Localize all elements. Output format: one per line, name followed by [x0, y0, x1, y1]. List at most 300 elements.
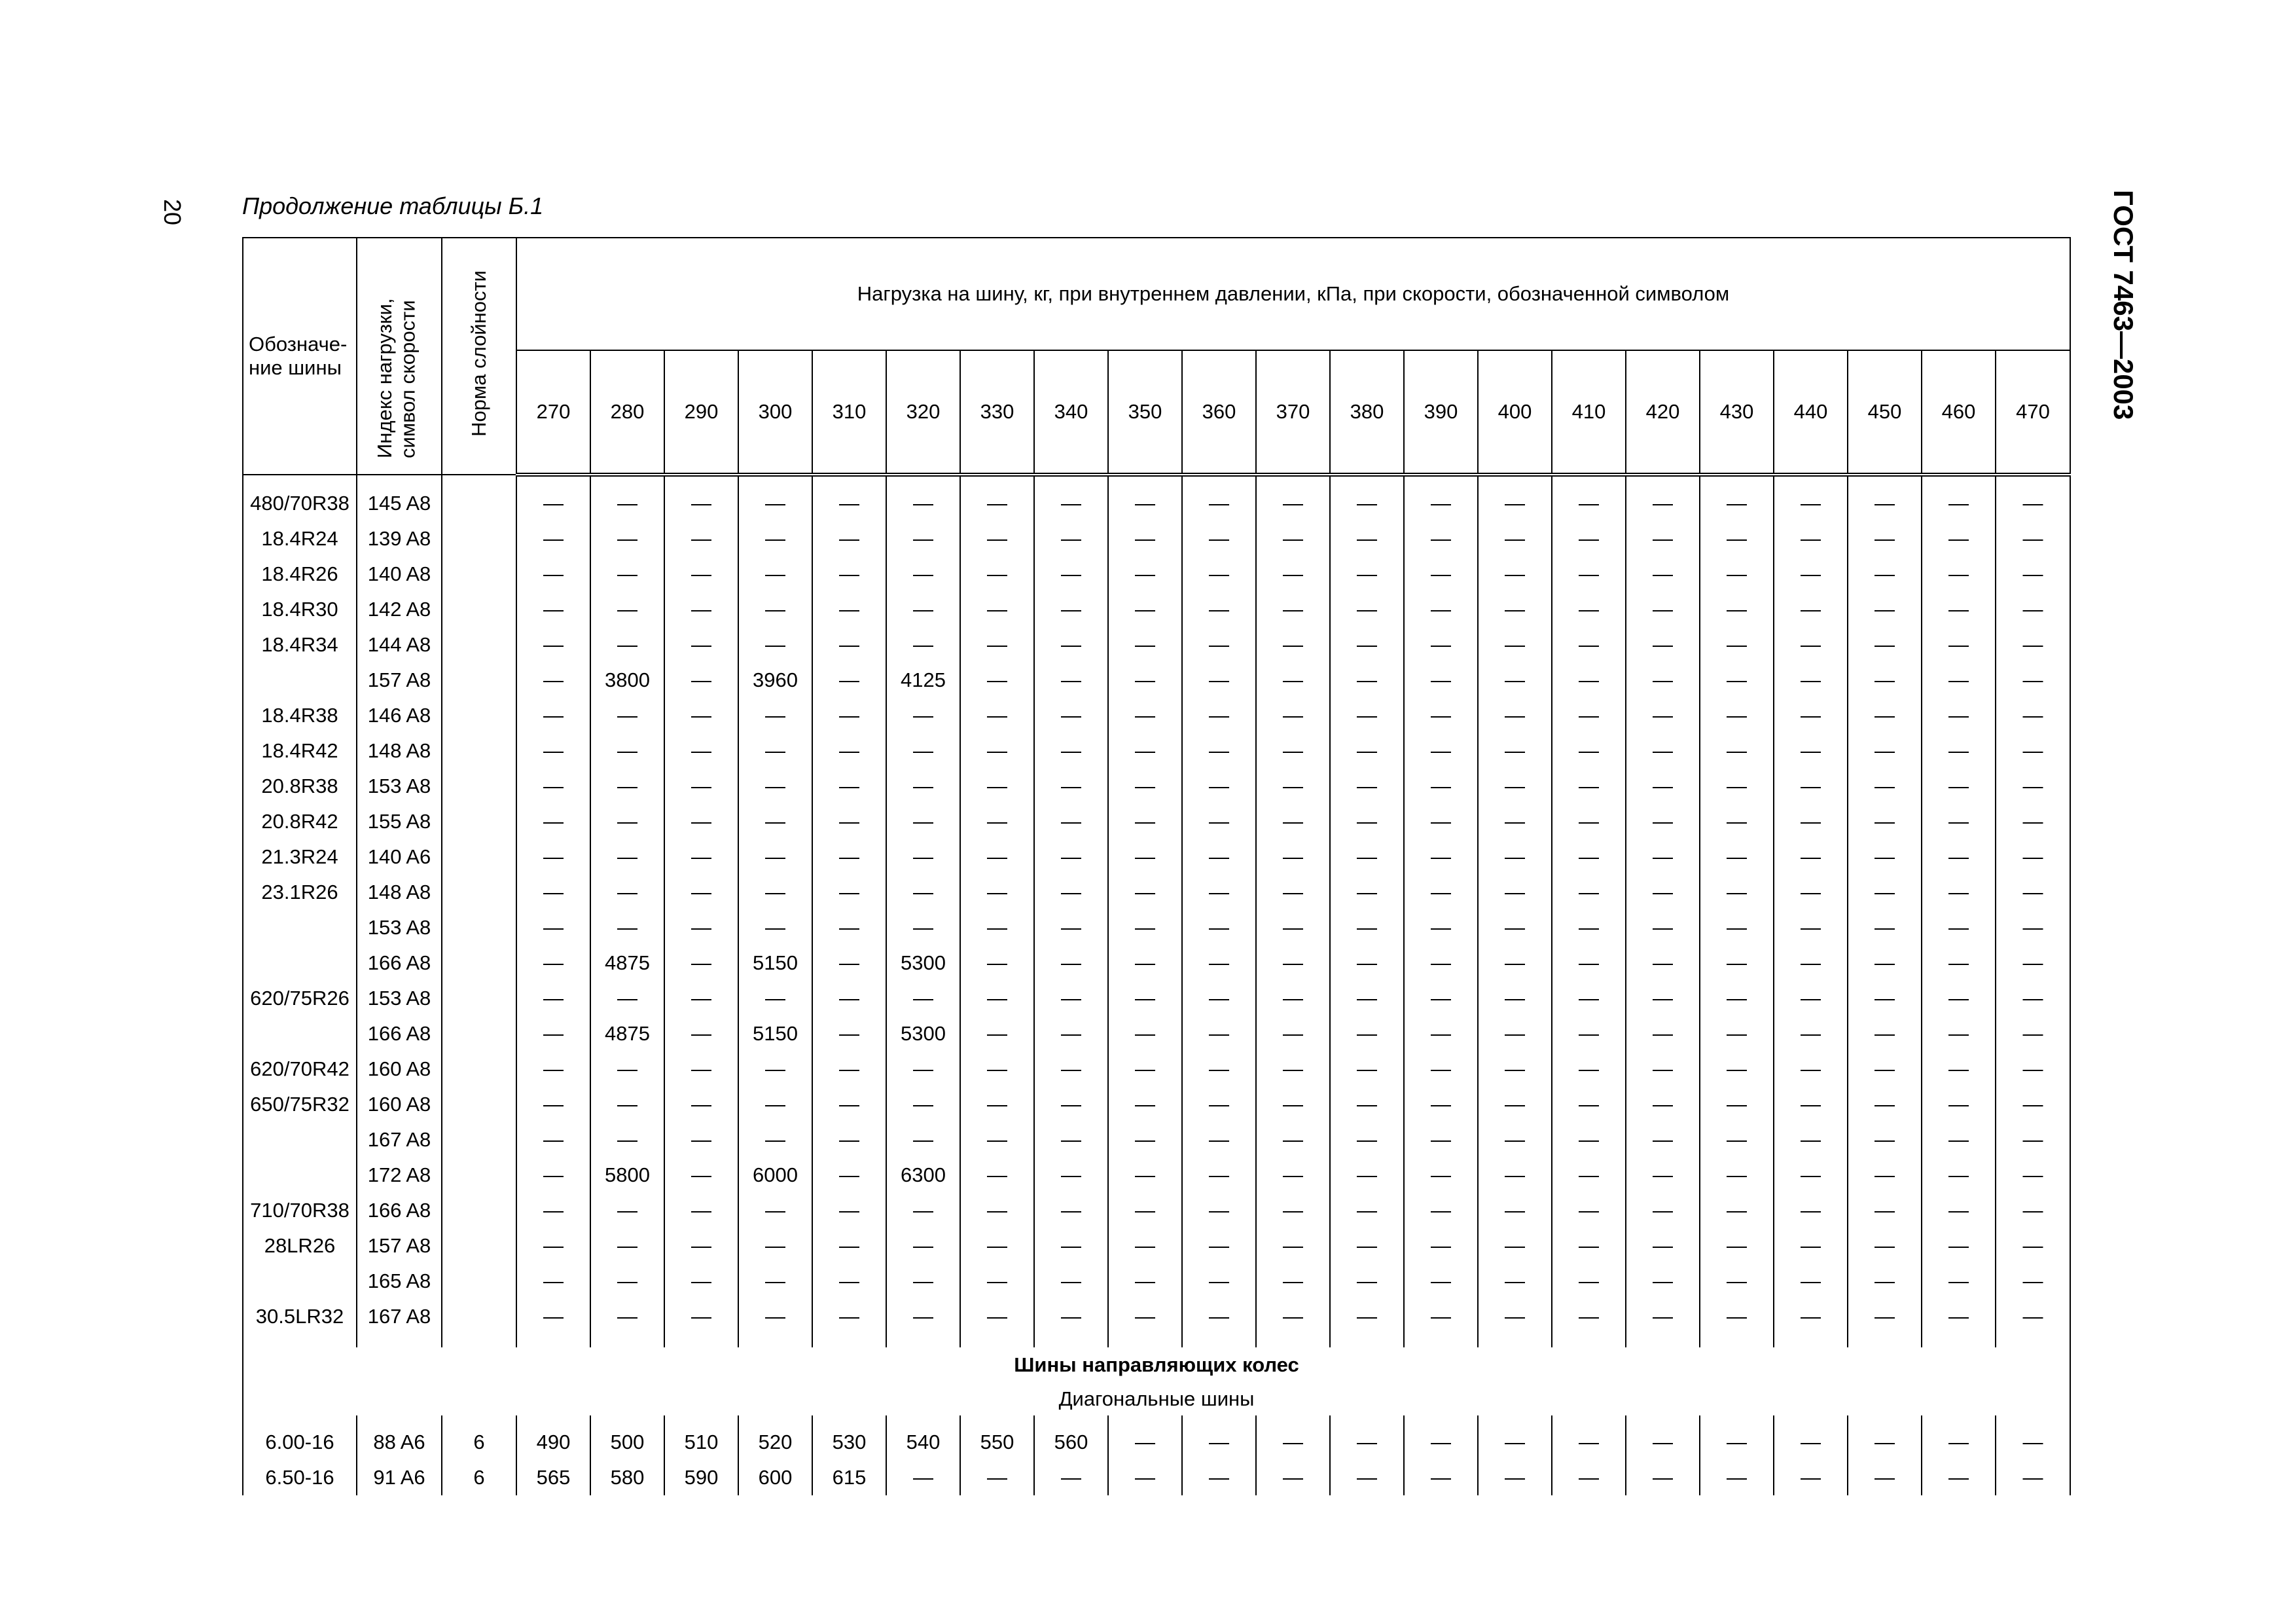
load-value-cell: — — [1330, 1193, 1404, 1228]
load-value-cell: — — [1848, 1425, 1922, 1460]
load-value-cell: — — [1848, 981, 1922, 1016]
load-value-cell: — — [1626, 1016, 1700, 1051]
load-value-cell: — — [1922, 875, 1996, 910]
load-value-cell: — — [1404, 1425, 1478, 1460]
load-value-cell: — — [1552, 1016, 1626, 1051]
load-value-cell: — — [886, 769, 960, 804]
table-row — [243, 698, 2070, 733]
load-value-cell: — — [1922, 769, 1996, 804]
load-value-cell: — — [516, 875, 590, 910]
load-value-cell: — — [1404, 698, 1478, 733]
tire-designation-cell — [243, 1264, 357, 1299]
load-value-cell: — — [1774, 910, 1848, 945]
header-load-index-label: Индекс нагрузки, символ скорости — [373, 298, 420, 458]
load-value-cell: — — [1774, 1299, 1848, 1334]
load-value-cell: — — [812, 733, 886, 769]
ply-rating-cell — [442, 1051, 516, 1087]
load-value-cell: — — [1922, 1158, 1996, 1193]
load-value-cell: — — [1774, 1228, 1848, 1264]
load-value-cell: — — [812, 1228, 886, 1264]
load-value-cell: — — [1330, 804, 1404, 839]
load-value-cell: — — [738, 981, 812, 1016]
load-value-cell: — — [1182, 556, 1256, 592]
load-value-cell: — — [1626, 521, 1700, 556]
load-value-cell: — — [1848, 875, 1922, 910]
load-value-cell: — — [738, 804, 812, 839]
header-load-group: Нагрузка на шину, кг, при внутреннем давлении, кПа, при скорости, обозначенной символом — [516, 238, 2070, 350]
load-value-cell: — — [516, 945, 590, 981]
load-value-cell: 530 — [812, 1425, 886, 1460]
load-value-cell: — — [886, 1228, 960, 1264]
table-row — [243, 1228, 2070, 1264]
load-value-cell: — — [1256, 1299, 1330, 1334]
load-value-cell: — — [1478, 1264, 1552, 1299]
load-value-cell: — — [1626, 1460, 1700, 1495]
load-value-cell: — — [738, 769, 812, 804]
load-value-cell: — — [1330, 1087, 1404, 1122]
load-value-cell: — — [1700, 981, 1774, 1016]
load-value-cell: — — [1478, 521, 1552, 556]
load-value-cell: — — [1848, 663, 1922, 698]
load-value-cell: — — [1256, 769, 1330, 804]
load-value-cell: — — [886, 556, 960, 592]
load-value-cell: — — [1922, 945, 1996, 981]
table-row — [243, 1425, 2070, 1460]
load-value-cell: — — [1922, 1460, 1996, 1495]
header-pressure: 280 — [590, 350, 664, 475]
load-value-cell: — — [1404, 486, 1478, 521]
load-value-cell: — — [886, 875, 960, 910]
load-value-cell: — — [1034, 945, 1108, 981]
load-value-cell: — — [738, 733, 812, 769]
load-value-cell: — — [1996, 875, 2070, 910]
load-value-cell: — — [1034, 804, 1108, 839]
load-value-cell: — — [590, 1193, 664, 1228]
load-value-cell: — — [1996, 945, 2070, 981]
load-value-cell: — — [1478, 839, 1552, 875]
load-value-cell: — — [1478, 663, 1552, 698]
load-value-cell: — — [1626, 875, 1700, 910]
ply-rating-cell — [442, 1299, 516, 1334]
load-value-cell: 3800 — [590, 663, 664, 698]
load-value-cell: — — [590, 1228, 664, 1264]
header-pressure: 410 — [1552, 350, 1626, 475]
load-value-cell: — — [960, 521, 1034, 556]
load-value-cell: — — [1330, 1299, 1404, 1334]
load-index-cell: 160 A8 — [357, 1051, 442, 1087]
load-value-cell: 510 — [664, 1425, 738, 1460]
load-value-cell: — — [960, 945, 1034, 981]
load-value-cell: — — [1108, 1460, 1182, 1495]
load-index-cell: 165 A8 — [357, 1264, 442, 1299]
load-value-cell: — — [1182, 1299, 1256, 1334]
table-row — [243, 486, 2070, 521]
load-value-cell: 3960 — [738, 663, 812, 698]
load-index-cell: 153 A8 — [357, 769, 442, 804]
load-value-cell: — — [1700, 1158, 1774, 1193]
load-value-cell: — — [1330, 592, 1404, 627]
table-row — [243, 769, 2070, 804]
subsection-row — [243, 1383, 2070, 1415]
load-value-cell: — — [1478, 1193, 1552, 1228]
load-value-cell: — — [1182, 1016, 1256, 1051]
load-value-cell: — — [886, 1122, 960, 1158]
load-value-cell: — — [1034, 1264, 1108, 1299]
load-value-cell: — — [1182, 804, 1256, 839]
load-value-cell: — — [1626, 1087, 1700, 1122]
load-value-cell: — — [516, 1016, 590, 1051]
load-value-cell: — — [1848, 1016, 1922, 1051]
table-row — [243, 804, 2070, 839]
load-value-cell: — — [1996, 1299, 2070, 1334]
load-value-cell: — — [1108, 981, 1182, 1016]
load-value-cell: — — [1700, 627, 1774, 663]
load-value-cell: — — [1182, 1051, 1256, 1087]
tire-load-table — [242, 237, 2071, 1495]
load-value-cell: — — [1996, 804, 2070, 839]
load-value-cell: — — [590, 733, 664, 769]
load-value-cell: — — [516, 486, 590, 521]
load-value-cell: — — [1108, 1016, 1182, 1051]
load-index-cell: 88 A6 — [357, 1425, 442, 1460]
ply-rating-cell — [442, 804, 516, 839]
load-value-cell: — — [1182, 1158, 1256, 1193]
table-row — [243, 556, 2070, 592]
load-value-cell: — — [1922, 981, 1996, 1016]
load-value-cell: — — [1700, 556, 1774, 592]
load-value-cell: — — [886, 627, 960, 663]
load-value-cell: — — [1034, 875, 1108, 910]
load-value-cell: — — [1404, 1016, 1478, 1051]
load-value-cell: — — [516, 769, 590, 804]
load-value-cell: — — [1922, 627, 1996, 663]
load-value-cell: 4125 — [886, 663, 960, 698]
table-caption: Продолжение таблицы Б.1 — [242, 192, 544, 219]
load-value-cell: — — [1404, 663, 1478, 698]
load-value-cell: — — [516, 1228, 590, 1264]
load-index-cell: 166 A8 — [357, 1193, 442, 1228]
load-value-cell: — — [1256, 698, 1330, 733]
load-value-cell: — — [1848, 945, 1922, 981]
load-value-cell: — — [1034, 698, 1108, 733]
load-value-cell: — — [960, 839, 1034, 875]
load-value-cell: — — [1404, 1087, 1478, 1122]
load-value-cell: — — [738, 556, 812, 592]
load-value-cell: — — [1996, 663, 2070, 698]
load-value-cell: — — [516, 556, 590, 592]
load-value-cell: — — [664, 1228, 738, 1264]
header-pressure: 460 — [1922, 350, 1996, 475]
load-value-cell: — — [516, 910, 590, 945]
load-value-cell: — — [738, 1122, 812, 1158]
load-value-cell: — — [1404, 627, 1478, 663]
load-value-cell: — — [1182, 981, 1256, 1016]
load-value-cell: — — [960, 733, 1034, 769]
ply-rating-cell — [442, 1158, 516, 1193]
load-value-cell: — — [886, 733, 960, 769]
load-value-cell: — — [738, 1087, 812, 1122]
load-value-cell: — — [1552, 1460, 1626, 1495]
load-value-cell: — — [886, 1051, 960, 1087]
header-pressure: 430 — [1700, 350, 1774, 475]
header-pressure: 470 — [1996, 350, 2070, 475]
table-row — [243, 663, 2070, 698]
load-value-cell: — — [1922, 1264, 1996, 1299]
load-value-cell: — — [1552, 1087, 1626, 1122]
load-value-cell: — — [1182, 521, 1256, 556]
load-value-cell: — — [1330, 733, 1404, 769]
load-value-cell: — — [1774, 486, 1848, 521]
table-row — [243, 1460, 2070, 1495]
load-value-cell: — — [1700, 663, 1774, 698]
table-row — [243, 627, 2070, 663]
load-value-cell: — — [1182, 1264, 1256, 1299]
load-value-cell: — — [1996, 486, 2070, 521]
load-value-cell: — — [1922, 910, 1996, 945]
load-value-cell: — — [1478, 698, 1552, 733]
load-value-cell: — — [1996, 1158, 2070, 1193]
load-value-cell: — — [1404, 875, 1478, 910]
load-value-cell: — — [1774, 733, 1848, 769]
load-value-cell: — — [1996, 556, 2070, 592]
ply-rating-cell: 6 — [442, 1425, 516, 1460]
header-ply-rating-label: Норма слойности — [467, 270, 491, 437]
load-value-cell: — — [886, 521, 960, 556]
load-value-cell: — — [1774, 627, 1848, 663]
load-value-cell: — — [1922, 486, 1996, 521]
tire-designation-cell — [243, 663, 357, 698]
load-value-cell: — — [1404, 1264, 1478, 1299]
load-value-cell: — — [1330, 556, 1404, 592]
load-index-cell: 160 A8 — [357, 1087, 442, 1122]
load-value-cell: — — [1700, 1425, 1774, 1460]
load-value-cell: 590 — [664, 1460, 738, 1495]
load-index-cell: 157 A8 — [357, 663, 442, 698]
load-value-cell: — — [812, 1051, 886, 1087]
load-value-cell: — — [1626, 627, 1700, 663]
load-value-cell: — — [1996, 1193, 2070, 1228]
table-row — [243, 1122, 2070, 1158]
header-pressure: 330 — [960, 350, 1034, 475]
spacer-row — [243, 1415, 2070, 1425]
load-value-cell: — — [1256, 592, 1330, 627]
ply-rating-cell — [442, 592, 516, 627]
load-value-cell: — — [590, 521, 664, 556]
load-value-cell: — — [1404, 733, 1478, 769]
load-value-cell: — — [812, 521, 886, 556]
load-value-cell: — — [1478, 1425, 1552, 1460]
load-value-cell: — — [1552, 945, 1626, 981]
load-value-cell: — — [590, 839, 664, 875]
load-value-cell: — — [1552, 804, 1626, 839]
load-value-cell: — — [1774, 981, 1848, 1016]
load-value-cell: — — [1256, 1051, 1330, 1087]
load-value-cell: — — [590, 1264, 664, 1299]
load-value-cell: — — [1774, 1122, 1848, 1158]
load-value-cell: — — [1182, 1087, 1256, 1122]
load-value-cell: — — [1330, 663, 1404, 698]
header-pressure: 350 — [1108, 350, 1182, 475]
load-value-cell: — — [1182, 1193, 1256, 1228]
load-value-cell: — — [664, 769, 738, 804]
load-value-cell: — — [664, 1193, 738, 1228]
load-value-cell: — — [960, 910, 1034, 945]
load-value-cell: — — [812, 981, 886, 1016]
load-value-cell: — — [1848, 733, 1922, 769]
load-value-cell: — — [1478, 804, 1552, 839]
load-value-cell: — — [1182, 663, 1256, 698]
load-value-cell: — — [1404, 1158, 1478, 1193]
load-value-cell: — — [1330, 875, 1404, 910]
load-value-cell: — — [1330, 521, 1404, 556]
load-value-cell: — — [960, 1460, 1034, 1495]
load-value-cell: — — [1922, 733, 1996, 769]
load-value-cell: — — [1478, 910, 1552, 945]
load-value-cell: — — [1626, 1264, 1700, 1299]
load-index-cell: 146 A8 — [357, 698, 442, 733]
tire-designation-cell: 710/70R38 — [243, 1193, 357, 1228]
load-value-cell: — — [664, 945, 738, 981]
page-number: 20 — [159, 199, 186, 226]
load-value-cell: — — [812, 1016, 886, 1051]
load-value-cell: — — [1996, 1425, 2070, 1460]
header-pressure: 390 — [1404, 350, 1478, 475]
spacer-row — [243, 1334, 2070, 1347]
load-value-cell: — — [812, 875, 886, 910]
tire-designation-cell: 18.4R42 — [243, 733, 357, 769]
tire-designation-cell: 18.4R34 — [243, 627, 357, 663]
load-value-cell: — — [1552, 627, 1626, 663]
load-value-cell: — — [1848, 1460, 1922, 1495]
load-value-cell: — — [1848, 627, 1922, 663]
load-value-cell: — — [1478, 1122, 1552, 1158]
load-value-cell: — — [1108, 1051, 1182, 1087]
load-value-cell: 580 — [590, 1460, 664, 1495]
load-value-cell: 500 — [590, 1425, 664, 1460]
tire-designation-cell: 480/70R38 — [243, 486, 357, 521]
load-value-cell: — — [738, 1051, 812, 1087]
load-value-cell: — — [1108, 698, 1182, 733]
load-value-cell: — — [1922, 1425, 1996, 1460]
load-value-cell: — — [1034, 592, 1108, 627]
load-value-cell: — — [1996, 1087, 2070, 1122]
load-value-cell: — — [1774, 1460, 1848, 1495]
load-value-cell: — — [812, 1193, 886, 1228]
load-index-cell: 148 A8 — [357, 733, 442, 769]
ply-rating-cell — [442, 981, 516, 1016]
load-value-cell: — — [1848, 1051, 1922, 1087]
document-title: ГОСТ 7463—2003 — [2108, 190, 2139, 420]
load-value-cell: — — [1626, 1425, 1700, 1460]
load-index-cell: 91 A6 — [357, 1460, 442, 1495]
load-value-cell: — — [1478, 592, 1552, 627]
section-row — [243, 1347, 2070, 1383]
load-value-cell: — — [1108, 1158, 1182, 1193]
load-value-cell: — — [1256, 1228, 1330, 1264]
load-index-cell: 139 A8 — [357, 521, 442, 556]
load-value-cell: — — [516, 627, 590, 663]
load-value-cell: — — [590, 769, 664, 804]
load-value-cell: — — [664, 875, 738, 910]
load-value-cell: — — [1552, 521, 1626, 556]
load-value-cell: — — [1922, 1087, 1996, 1122]
load-value-cell: — — [1404, 981, 1478, 1016]
load-value-cell: — — [1626, 592, 1700, 627]
load-value-cell: — — [590, 486, 664, 521]
load-value-cell: — — [1034, 1299, 1108, 1334]
load-value-cell: — — [1848, 839, 1922, 875]
load-value-cell: — — [738, 1299, 812, 1334]
load-value-cell: — — [1848, 592, 1922, 627]
load-value-cell: — — [1774, 1158, 1848, 1193]
load-value-cell: — — [738, 592, 812, 627]
header-pressure: 320 — [886, 350, 960, 475]
ply-rating-cell — [442, 945, 516, 981]
load-value-cell: — — [960, 804, 1034, 839]
load-value-cell: — — [812, 839, 886, 875]
load-value-cell: — — [1774, 839, 1848, 875]
load-value-cell: — — [886, 698, 960, 733]
load-value-cell: — — [1848, 1228, 1922, 1264]
ply-rating-cell — [442, 556, 516, 592]
load-index-cell: 142 A8 — [357, 592, 442, 627]
load-value-cell: — — [1774, 945, 1848, 981]
load-value-cell: — — [1626, 769, 1700, 804]
load-value-cell: — — [1848, 804, 1922, 839]
load-value-cell: — — [1256, 486, 1330, 521]
load-value-cell: — — [1700, 1264, 1774, 1299]
load-value-cell: — — [1552, 910, 1626, 945]
load-value-cell: — — [516, 1122, 590, 1158]
load-value-cell: — — [1478, 981, 1552, 1016]
load-value-cell: — — [1700, 592, 1774, 627]
load-value-cell: — — [1108, 486, 1182, 521]
table-row — [243, 1051, 2070, 1087]
load-value-cell: — — [1330, 698, 1404, 733]
load-value-cell: — — [960, 981, 1034, 1016]
load-value-cell: — — [1996, 1264, 2070, 1299]
load-value-cell: — — [1034, 1051, 1108, 1087]
load-value-cell: 5150 — [738, 1016, 812, 1051]
header-pressure: 290 — [664, 350, 738, 475]
load-value-cell: — — [1256, 663, 1330, 698]
load-value-cell: — — [590, 556, 664, 592]
load-value-cell: — — [1108, 910, 1182, 945]
load-value-cell: — — [1774, 1264, 1848, 1299]
load-value-cell: — — [1182, 1228, 1256, 1264]
load-value-cell: — — [664, 1299, 738, 1334]
load-value-cell: — — [1552, 663, 1626, 698]
load-value-cell: — — [1256, 556, 1330, 592]
load-value-cell: — — [1552, 1193, 1626, 1228]
table-row — [243, 875, 2070, 910]
load-value-cell: — — [812, 1299, 886, 1334]
load-value-cell: — — [1034, 733, 1108, 769]
table-row — [243, 981, 2070, 1016]
load-value-cell: — — [1256, 521, 1330, 556]
load-value-cell: — — [1478, 1087, 1552, 1122]
load-value-cell: — — [1626, 910, 1700, 945]
load-value-cell: — — [886, 1193, 960, 1228]
load-value-cell: — — [1330, 839, 1404, 875]
load-index-cell: 172 A8 — [357, 1158, 442, 1193]
header-pressure: 380 — [1330, 350, 1404, 475]
load-value-cell: — — [516, 592, 590, 627]
load-value-cell: — — [1774, 875, 1848, 910]
tire-designation-cell — [243, 1158, 357, 1193]
load-value-cell: — — [886, 910, 960, 945]
load-value-cell: 600 — [738, 1460, 812, 1495]
